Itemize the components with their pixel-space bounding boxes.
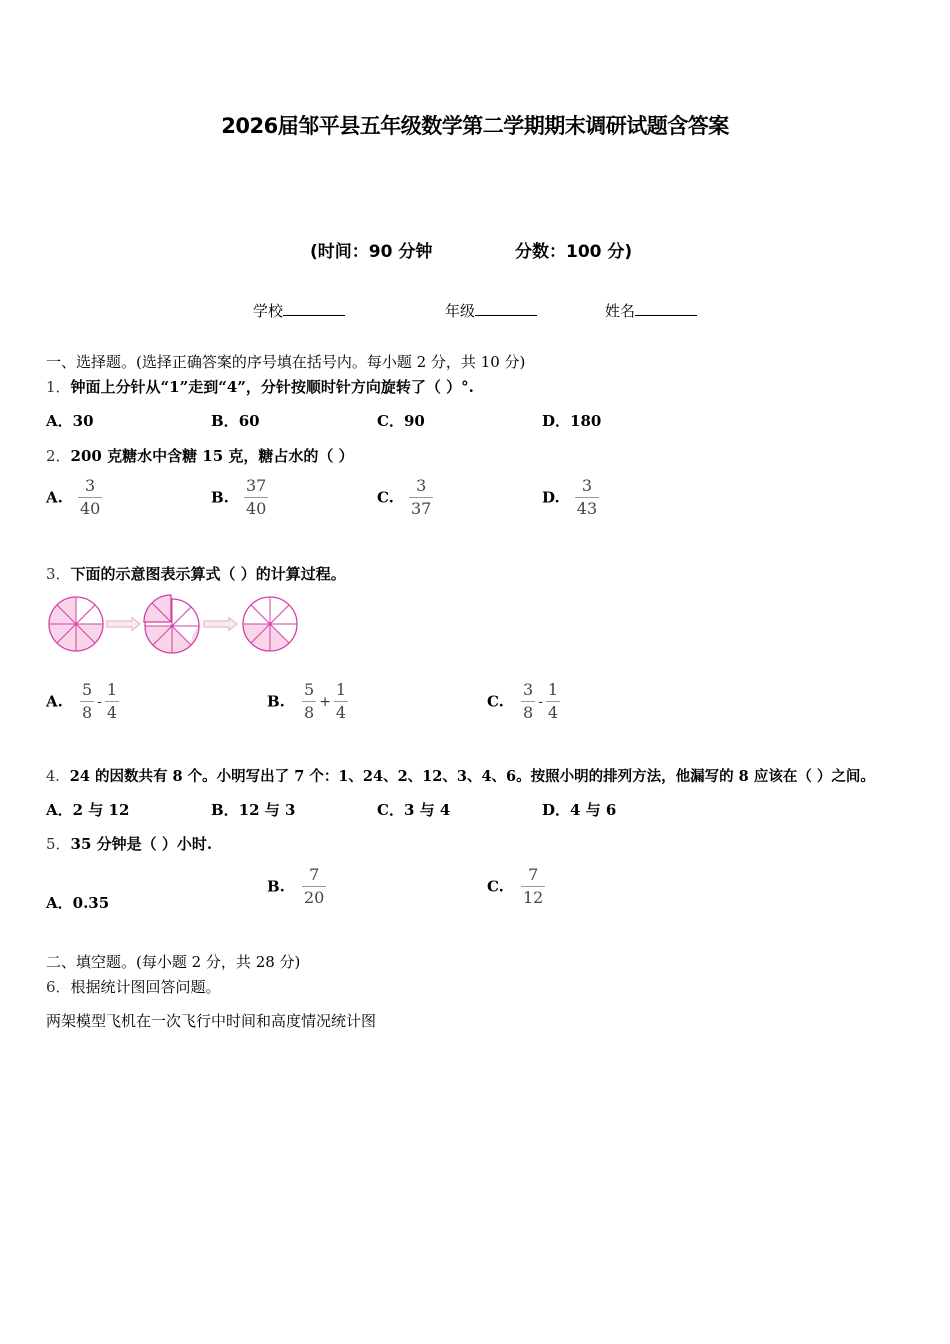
fraction: $\frac{5}{8}$ <box>304 680 315 723</box>
q2-option-c[interactable]: C. $\frac{3}{37}$ <box>377 476 432 519</box>
q4-option-b[interactable]: B．12 与 3 <box>211 801 296 819</box>
chart-caption: 两架模型飞机在一次飞行中时间和高度情况统计图 <box>46 1012 377 1030</box>
name-field[interactable] <box>605 300 697 321</box>
q2-option-d[interactable]: D. $\frac{3}{43}$ <box>542 476 598 519</box>
exam-time: (时间：90 分钟 <box>310 242 433 262</box>
question-number: 2． <box>46 447 71 465</box>
q4-option-d[interactable]: D．4 与 6 <box>542 801 617 819</box>
q1-option-b[interactable]: B．60 <box>211 412 260 430</box>
exam-score: 分数：100 分) <box>515 242 633 262</box>
grade-label: 年级 <box>445 302 476 320</box>
arrow-right-icon <box>107 618 140 631</box>
grade-blank[interactable] <box>475 301 537 316</box>
fraction: $\frac{3}{37}$ <box>411 476 432 519</box>
question-number: 6． <box>46 978 71 996</box>
fraction: $\frac{5}{8}$ <box>81 680 93 723</box>
circle-five-eighths <box>49 597 103 651</box>
fraction: $\frac{7}{12}$ <box>523 865 544 908</box>
q1-option-d[interactable]: D．180 <box>542 412 602 430</box>
fraction: $\frac{1}{4}$ <box>547 680 559 723</box>
section1-heading: 一、选择题。(选择正确答案的序号填在括号内。每小题 2 分，共 10 分) <box>46 353 526 371</box>
question-5 <box>46 833 212 854</box>
q5-option-c[interactable]: C. $\frac{7}{12}$ <box>487 865 544 908</box>
fraction: $\frac{1}{4}$ <box>335 680 347 723</box>
question-1 <box>46 376 474 397</box>
question-number: 4． <box>46 769 70 785</box>
circle-removing-quarter <box>144 595 199 653</box>
section2-heading: 二、填空题。(每小题 2 分，共 28 分) <box>46 953 301 971</box>
fraction-diagram <box>44 590 304 658</box>
question-text: 200 克糖水中含糖 15 克，糖占水的（ ） <box>70 447 354 465</box>
q2-option-b[interactable]: B. $\frac{37}{40}$ <box>211 476 267 519</box>
q3-option-b[interactable]: B. $\frac{5}{8}$ + $\frac{1}{4}$ <box>267 680 347 723</box>
fraction: $\frac{1}{4}$ <box>106 680 118 723</box>
question-text: 下面的示意图表示算式（ ）的计算过程。 <box>70 565 346 583</box>
q5-option-b[interactable]: B. $\frac{7}{20}$ <box>267 865 325 908</box>
question-number: 1． <box>46 378 71 396</box>
grade-field[interactable] <box>445 300 537 321</box>
question-2 <box>46 445 354 466</box>
school-blank[interactable] <box>283 301 345 316</box>
q1-option-a[interactable]: A．30 <box>46 412 94 430</box>
question-number: 5． <box>46 835 71 853</box>
question-number: 3． <box>46 565 71 583</box>
q4-option-a[interactable]: A．2 与 12 <box>46 801 130 819</box>
q4-option-c[interactable]: C．3 与 4 <box>377 801 451 819</box>
q5-option-a[interactable]: A．0.35 <box>46 894 110 912</box>
question-text: 35 分钟是（ ）小时. <box>70 835 213 853</box>
name-label: 姓名 <box>605 302 636 320</box>
question-text: 钟面上分针从“1”走到“4”，分针按顺时针方向旋转了（ ）°. <box>70 378 474 396</box>
fraction: $\frac{3}{43}$ <box>576 476 598 519</box>
fraction: $\frac{3}{40}$ <box>79 476 101 519</box>
fraction: $\frac{3}{8}$ <box>523 680 534 723</box>
q3-option-c[interactable]: C. $\frac{3}{8}$ - $\frac{1}{4}$ <box>487 680 559 723</box>
question-text: 根据统计图回答问题。 <box>70 978 221 996</box>
school-label: 学校 <box>253 302 284 320</box>
fraction: $\frac{37}{40}$ <box>246 476 267 519</box>
question-4 <box>46 765 875 786</box>
q1-option-c[interactable]: C．90 <box>377 412 425 430</box>
circle-three-eighths <box>243 597 297 651</box>
question-text: 24 的因数共有 8 个。小明写出了 7 个：1、24、2、12、3、4、6。按照小明的排列方法，他漏写的 8 应该在（ ）之间。 <box>69 768 875 785</box>
fraction: $\frac{7}{20}$ <box>304 865 325 908</box>
question-6 <box>46 976 221 997</box>
arrow-right-icon <box>204 618 237 631</box>
question-3 <box>46 563 346 584</box>
school-field[interactable] <box>253 300 345 321</box>
q2-option-a[interactable]: A. $\frac{3}{40}$ <box>46 476 101 519</box>
q3-option-a[interactable]: A. $\frac{5}{8}$ - $\frac{1}{4}$ <box>46 680 118 723</box>
name-blank[interactable] <box>635 301 697 316</box>
page-title: 2026届邹平县五年级数学第二学期期末调研试题含答案 <box>221 114 729 138</box>
